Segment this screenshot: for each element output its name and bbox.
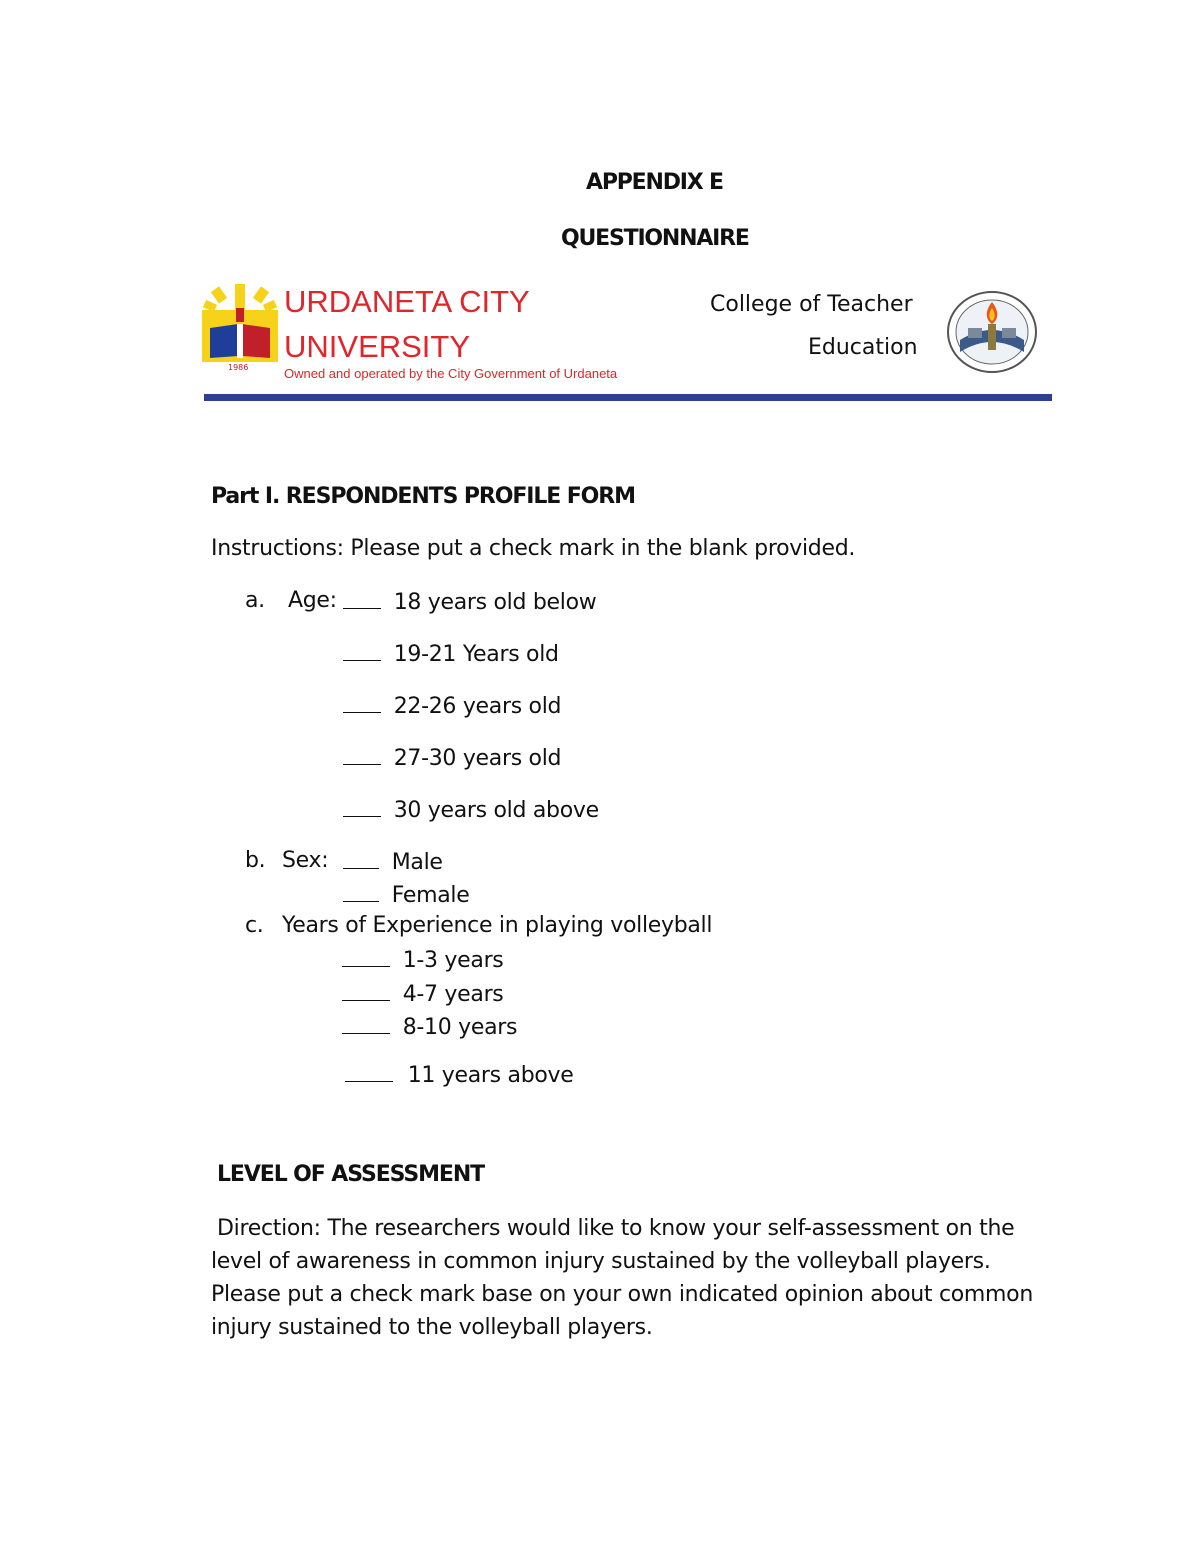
- age-option-label: 22-26 years old: [393, 694, 562, 719]
- age-option-label: 18 years old below: [393, 590, 597, 615]
- answer-blank[interactable]: [343, 588, 381, 609]
- university-tagline: Owned and operated by the City Government of Urdaneta: [284, 366, 618, 381]
- age-option-label: 30 years old above: [393, 798, 599, 823]
- answer-blank[interactable]: [343, 796, 381, 817]
- assessment-heading: LEVEL OF ASSESSMENT: [217, 1162, 485, 1187]
- college-name-line1: College of Teacher: [710, 292, 913, 317]
- answer-blank[interactable]: [343, 692, 381, 713]
- answer-blank[interactable]: [345, 1061, 393, 1082]
- list-item: [343, 744, 561, 771]
- appendix-title: APPENDIX E: [586, 170, 723, 195]
- list-item: [343, 848, 443, 875]
- answer-blank[interactable]: [342, 1013, 390, 1034]
- list-item: [343, 881, 469, 908]
- answer-blank[interactable]: [342, 980, 390, 1001]
- university-name-line1: URDANETA CITY: [284, 284, 530, 319]
- part1-instructions: Instructions: Please put a check mark in the blank provided.: [211, 536, 856, 561]
- questionnaire-title: QUESTIONNAIRE: [561, 226, 749, 251]
- sex-label: Sex:: [282, 848, 329, 873]
- experience-option-label: 4-7 years: [402, 982, 504, 1007]
- list-item: [343, 692, 561, 719]
- list-item: [342, 1013, 517, 1040]
- sex-option-label: Female: [391, 883, 470, 908]
- list-item: [343, 640, 559, 667]
- experience-label: Years of Experience in playing volleyball: [282, 913, 713, 938]
- list-item: [343, 588, 596, 615]
- age-option-label: 27-30 years old: [393, 746, 562, 771]
- age-option-label: 19-21 Years old: [393, 642, 559, 667]
- list-item: [343, 796, 599, 823]
- experience-option-label: 1-3 years: [402, 948, 504, 973]
- logo-year: 1986: [228, 363, 249, 372]
- answer-blank[interactable]: [343, 640, 381, 661]
- university-name-line2: UNIVERSITY: [284, 329, 471, 364]
- list-item: [342, 946, 503, 973]
- answer-blank[interactable]: [343, 744, 381, 765]
- age-marker: a.: [245, 588, 265, 613]
- part1-heading: Part I. RESPONDENTS PROFILE FORM: [211, 484, 635, 509]
- experience-marker: c.: [245, 913, 264, 938]
- college-name-line2: Education: [808, 335, 918, 360]
- assessment-direction: Direction: The researchers would like to know your self-assessment on the level of awareness in common injury sustained by the volleyball players. Please put a check mark base on your own indicated opinion about common injury sustained to the volleyball players.: [211, 1216, 1033, 1340]
- answer-blank[interactable]: [342, 946, 390, 967]
- experience-option-label: 8-10 years: [402, 1015, 518, 1040]
- college-seal-logo: [946, 290, 1038, 374]
- answer-blank[interactable]: [343, 881, 379, 902]
- sex-marker: b.: [245, 848, 266, 873]
- list-item: [345, 1061, 574, 1088]
- list-item: [342, 980, 503, 1007]
- sex-option-label: Male: [391, 850, 443, 875]
- answer-blank[interactable]: [343, 848, 379, 869]
- letterhead-rule: [204, 394, 1052, 401]
- university-logo: [200, 280, 280, 372]
- experience-option-label: 11 years above: [407, 1063, 574, 1088]
- age-label: Age:: [288, 588, 337, 613]
